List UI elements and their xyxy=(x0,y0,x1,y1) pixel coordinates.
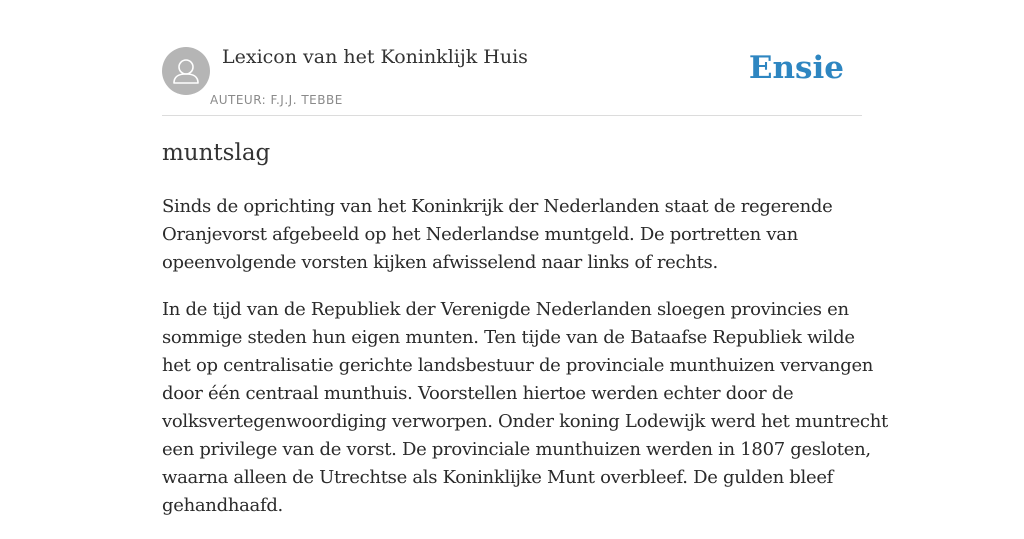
paragraph-line: volksvertegenwoordiging verworpen. Onder koning Lodewijk werd het muntrecht xyxy=(162,411,888,432)
paragraph-line: sommige steden hun eigen munten. Ten tijde van de Bataafse Republiek wilde xyxy=(162,327,855,348)
brand-logo[interactable]: Ensie xyxy=(748,50,844,86)
paragraph-line: Oranjevorst afgebeeld op het Nederlandse muntgeld. De portretten van xyxy=(162,224,798,245)
paragraph-line: gehandhaafd. xyxy=(162,495,283,516)
paragraph-line: het op centralisatie gerichte landsbestuur de provinciale munthuizen vervangen xyxy=(162,355,874,376)
page xyxy=(162,0,888,516)
paragraph-1 xyxy=(162,193,862,277)
header xyxy=(162,0,862,116)
paragraph-line: een privilege van de vorst. De provinciale munthuizen werden in 1807 gesloten, xyxy=(162,439,871,460)
author-avatar[interactable] xyxy=(162,47,210,95)
article-body xyxy=(162,193,888,539)
user-icon xyxy=(162,47,210,95)
paragraph-2 xyxy=(162,296,888,520)
author-label[interactable]: AUTEUR: F.J.J. TEBBE xyxy=(210,93,343,107)
paragraph-line: Sinds de oprichting van het Koninkrijk der Nederlanden staat de regerende xyxy=(162,196,833,217)
article-title: muntslag xyxy=(162,140,271,166)
source-title-link[interactable]: Lexicon van het Koninklijk Huis xyxy=(222,46,528,68)
paragraph-line: In de tijd van de Republiek der Verenigde Nederlanden sloegen provincies en xyxy=(162,299,849,320)
paragraph-line: door één centraal munthuis. Voorstellen hiertoe werden echter door de xyxy=(162,383,794,404)
paragraph-line: opeenvolgende vorsten kijken afwisselend naar links of rechts. xyxy=(162,252,718,273)
paragraph-line: waarna alleen de Utrechtse als Koninklijke Munt overbleef. De gulden bleef xyxy=(162,467,834,488)
